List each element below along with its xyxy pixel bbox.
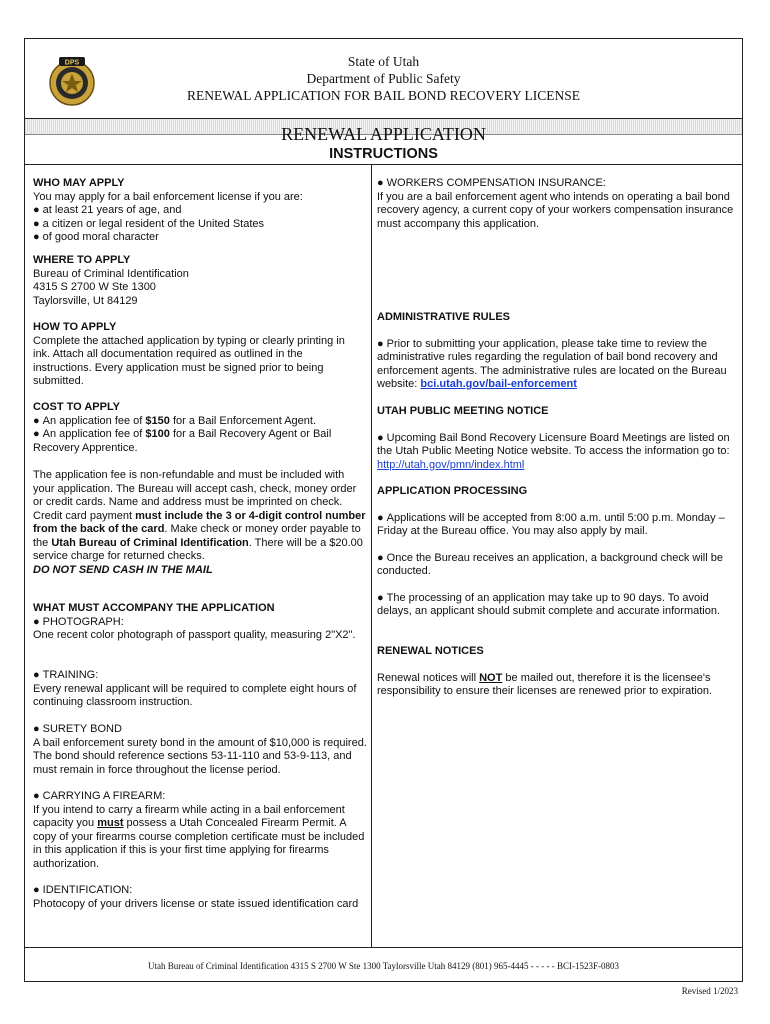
processing-section	[377, 485, 737, 619]
column-divider	[371, 164, 372, 947]
fee-text: The application fee is non-refundable and must be included with your application. The Bureau will accept cash, check, money order or credit cards. Name and address must be imprinted on check. Credit card payment must include the 3 or 4-digit control number from the back of the card. Make check or money order payable to the Utah Bureau of Criminal Identification. There will be a $20.00 service charge for returned checks.	[33, 469, 366, 562]
processing-item: ● Once the Bureau receives an application, a background check will be conducted.	[377, 552, 737, 579]
firearm-label: ● CARRYING A FIREARM:	[33, 790, 367, 804]
photo-text: One recent color photograph of passport quality, measuring 2"X2".	[33, 629, 356, 641]
how-heading: HOW TO APPLY	[33, 321, 117, 333]
where-line: Taylorsville, Ut 84129	[33, 294, 138, 307]
revision-date: Revised 1/2023	[681, 986, 738, 996]
meeting-section	[377, 405, 737, 472]
where-section	[33, 254, 367, 308]
meeting-notice-link[interactable]: http://utah.gov/pmn/index.html	[377, 458, 525, 471]
application-form	[24, 38, 743, 982]
who-heading: WHO MAY APPLY	[33, 177, 125, 189]
divider	[25, 164, 742, 165]
admin-text: ● Prior to submitting your application, please take time to review the administrative rules regarding the regulation of bail bond recovery and enforcement agents. The administrative rules are located on the Bureau website: bci.utah.gov/bail-enforcement	[377, 338, 737, 392]
workers-text: If you are a bail enforcement agent who intends on operating a bail bond recovery agency, a current copy of your workers compensation insurance must accompany this application.	[377, 190, 734, 230]
admin-rules-link[interactable]: bci.utah.gov/bail-enforcement	[420, 378, 577, 390]
accompany-section	[33, 602, 367, 643]
meeting-text: ● Upcoming Bail Bond Recovery Licensure Board Meetings are listed on the Utah Public Meeting Notice website. To access the information go to: http://utah.gov/pmn/index.html	[377, 432, 737, 473]
form-header-title	[25, 53, 742, 104]
footer-address: Utah Bureau of Criminal Identification 4315 S 2700 W Ste 1300 Taylorsville Utah 84129 (801) 965-4445 - - - - - BCI-1523F-0803	[147, 961, 620, 971]
processing-item: ● The processing of an application may take up to 90 days. To avoid delays, an applicant should submit complete and accurate information.	[377, 592, 737, 619]
training-text: Every renewal applicant will be required to complete eight hours of continuing classroom instruction.	[33, 682, 357, 708]
surety-text: A bail enforcement surety bond in the amount of $10,000 is required. The bond should reference sections 53-11-110 and 53-9-113, and must remain in force throughout the license period.	[33, 736, 367, 776]
form-header	[25, 39, 742, 119]
accompany-heading: WHAT MUST ACCOMPANY THE APPLICATION	[33, 602, 275, 614]
who-item: ● at least 21 years of age, and	[33, 204, 367, 218]
id-label: ● IDENTIFICATION:	[33, 884, 363, 898]
renewal-title: RENEWAL APPLICATION	[281, 124, 486, 144]
header-department: Department of Public Safety	[306, 71, 461, 86]
surety-label: ● SURETY BOND	[33, 723, 367, 737]
how-text: Complete the attached application by typing or clearly printing in ink. Attach all documentation required as outlined in the instructions. Every application must be signed prior to being submitted.	[33, 334, 345, 387]
renewal-text: Renewal notices will NOT be mailed out, therefore it is the licensee's responsibility to ensure their licenses are renewed prior to expiration.	[377, 671, 713, 697]
where-line: 4315 S 2700 W Ste 1300	[33, 281, 156, 293]
where-line: Bureau of Criminal Identification	[33, 267, 189, 280]
where-heading: WHERE TO APPLY	[33, 254, 131, 266]
fee-paragraph	[33, 469, 367, 577]
who-item: ● a citizen or legal resident of the United States	[33, 218, 367, 232]
workers-section	[377, 177, 737, 231]
processing-item: ● Applications will be accepted from 8:00 a.m. until 5:00 p.m. Monday – Friday at the Bureau office. You may also apply by mail.	[377, 512, 737, 539]
cost-heading: COST TO APPLY	[33, 401, 121, 413]
surety-section	[33, 723, 367, 777]
firearm-section	[33, 790, 367, 871]
header-state: State of Utah	[347, 54, 420, 69]
cost-item: ● An application fee of $150 for a Bail Enforcement Agent.	[33, 415, 363, 429]
firearm-text: If you intend to carry a firearm while acting in a bail enforcement capacity you must possess a Utah Concealed Firearm Permit. A copy of your firearms course completion certificate must be included in this application if this is your first time applying for firearms authorization.	[33, 803, 365, 870]
id-section	[33, 884, 363, 911]
meeting-heading: UTAH PUBLIC MEETING NOTICE	[377, 405, 549, 417]
instructions-heading: INSTRUCTIONS	[329, 146, 438, 162]
cost-section	[33, 401, 363, 455]
cost-item: ● An application fee of $100 for a Bail Recovery Agent or Bail Recovery Apprentice.	[33, 428, 363, 455]
header-form-name: RENEWAL APPLICATION FOR BAIL BOND RECOVERY LICENSE	[186, 88, 580, 103]
admin-heading: ADMINISTRATIVE RULES	[377, 311, 511, 323]
no-cash-warning: DO NOT SEND CASH IN THE MAIL	[33, 563, 213, 576]
admin-section	[377, 311, 737, 392]
renewal-section	[377, 645, 737, 699]
svg-text:DPS: DPS	[64, 59, 80, 67]
who-intro: You may apply for a bail enforcement license if you are:	[33, 190, 303, 203]
left-column	[33, 177, 367, 245]
workers-heading: ● WORKERS COMPENSATION INSURANCE:	[377, 177, 737, 191]
who-item: ● of good moral character	[33, 231, 367, 245]
processing-heading: APPLICATION PROCESSING	[377, 485, 528, 497]
training-section	[33, 669, 367, 710]
renewal-heading: RENEWAL NOTICES	[377, 645, 484, 657]
photo-label: ● PHOTOGRAPH:	[33, 616, 367, 630]
how-section	[33, 321, 363, 389]
id-text: Photocopy of your drivers license or state issued identification card	[33, 897, 359, 910]
divider	[25, 947, 742, 948]
training-label: ● TRAINING:	[33, 669, 367, 683]
